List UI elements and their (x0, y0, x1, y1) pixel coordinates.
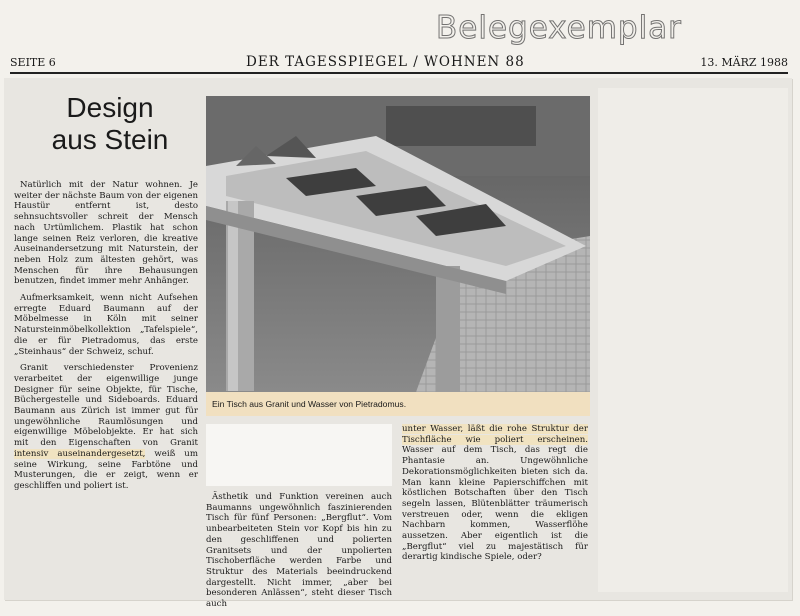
paragraph-messe: Aufmerksamkeit, wenn nicht Aufsehen erregte Eduard Baumann auf der Möbelmesse in Köln mit seiner Natursteinmöbelkollektion „Tafelspiele“, die er für Pietradomus, das erste „Steinhaus“ der Schweiz, schuf. (14, 293, 198, 357)
photo-illustration (206, 96, 590, 392)
granite-table-photo (206, 96, 590, 392)
paragraph-granit (14, 363, 198, 491)
masthead-rule (10, 72, 788, 74)
headline-line-1: Design (66, 92, 154, 123)
paragraph-wasser (402, 424, 588, 563)
masthead (10, 52, 788, 74)
headline-line-2: aus Stein (51, 124, 169, 155)
granit-text-end: weiß um seine Wirkung, seine Farbtöne und Musterungen, die er zeigt, wenn er geschliffen und poliert ist. (14, 448, 198, 491)
article-headline (20, 92, 200, 156)
highlighted-sentence: unter Wasser, läßt die rohe Struktur der Tischfläche wie poliert erscheinen. (402, 424, 588, 445)
highlighted-phrase: intensiv auseinandergesetzt, (14, 448, 146, 459)
right-column (402, 424, 588, 569)
blank-paper-area (598, 88, 788, 592)
granit-text: Granit verschiedenster Provenienz verarbeitet der eigenwillige junge Designer für seine Objekte, für Tische, Büchergestelle und Sideboards. Eduard Baumann aus Zürich ist immer gut für ungewöhnliche Raumlösungen und eigenwillige Möbelobjekte. Er hat sich mit den Eigenschaften von Granit (14, 363, 198, 449)
blank-box (206, 424, 392, 486)
newspaper-title: DER TAGESSPIEGEL / WOHNEN 88 (246, 54, 525, 70)
left-column (14, 180, 198, 498)
belegexemplar-stamp: Belegexemplar (436, 10, 682, 46)
middle-column (206, 492, 392, 616)
issue-date: 13. MÄRZ 1988 (700, 56, 788, 69)
paragraph-bergflut: Ästhetik und Funktion vereinen auch Baumanns ungewöhnlich faszinierenden Tisch für fünf Personen: „Bergflut“. Vom unbearbeiteten Stein vor Kopf bis hin zu den geschliffenen und polierten Granitsets und der unpolierten Tischoberfläche werden Farbe und Struktur des Materials beeindruckend dargestellt. Nicht immer, „aber bei besonderen Anlässen“, steht dieser Tisch auch (206, 492, 392, 610)
page-number: SEITE 6 (10, 56, 56, 69)
photo-caption: Ein Tisch aus Granit und Wasser von Pietradomus. (206, 392, 590, 416)
wasser-text: Wasser auf dem Tisch, das regt die Phantasie an. Ungewöhnliche Dekorationsmöglichkeiten bieten sich da. Man kann kleine Papierschiffchen mit köstlichen Botschaften über den Tisch segeln lassen, Blütenblätter träumerisch verstreuen oder, wenn die ekligen Nachbarn kommen, Wasserflöhe aussetzen. Aber eigentlich ist die „Bergflut“ viel zu majestätisch für derartig kindische Spiele, oder? (402, 445, 588, 563)
paragraph-intro: Natürlich mit der Natur wohnen. Je weiter der nächste Baum von der eigenen Haustür entfernt ist, desto sehnsuchtsvoller schreit der Mensch nach Urtümlichem. Plastik hat schon lange seinen Reiz verloren, die kreative Auseinandersetzung mit Naturstein, der neben Holz zum ältesten gehört, was Menschen für ihre Behausungen benutzen, findet immer mehr Anhänger. (14, 180, 198, 287)
